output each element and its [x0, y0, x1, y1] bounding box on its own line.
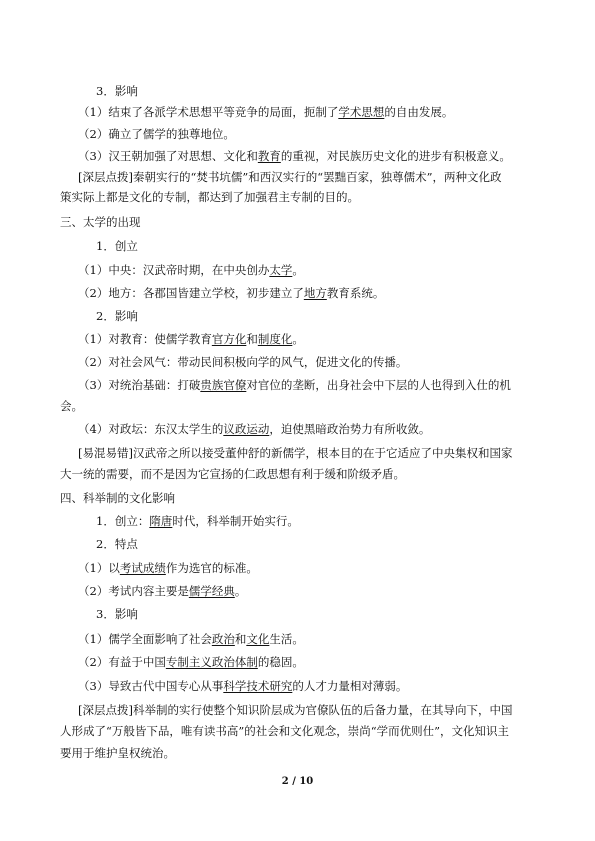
- text-segment: （2）考试内容主要是: [78, 584, 189, 598]
- text-segment: （1）结束了各派学术思想平等竞争的局面，扼制了: [78, 105, 339, 119]
- text-line: [60, 399, 540, 413]
- text-line: [96, 514, 576, 528]
- text-segment: 生活。: [269, 632, 304, 646]
- underlined-keyword: 考试成绩: [119, 561, 166, 575]
- text-segment: 。: [292, 263, 304, 277]
- text-segment: 会。: [60, 399, 83, 413]
- text-line: [60, 724, 540, 738]
- text-line: [78, 332, 558, 346]
- text-line: [96, 537, 576, 551]
- underlined-keyword: 议政运动: [223, 422, 270, 436]
- text-segment: 要用于维护皇权统治。: [60, 746, 175, 760]
- text-segment: （3）汉王朝加强了对思想、文化和: [78, 149, 258, 163]
- underlined-keyword: 官方化: [211, 332, 247, 346]
- text-line: [60, 215, 540, 229]
- text-line: [96, 84, 576, 98]
- text-line: [78, 170, 558, 184]
- underlined-keyword: 太学: [269, 263, 293, 277]
- text-line: [78, 286, 558, 300]
- text-segment: 的人才力量相对薄弱。: [292, 679, 408, 693]
- text-segment: （3）对统治基础：打破: [78, 378, 201, 392]
- text-line: [60, 746, 540, 760]
- text-line: [60, 491, 540, 505]
- text-segment: [深层点拨]科举制的实行使整个知识阶层成为官僚队伍的后备力量，在其导向下，中国: [78, 703, 513, 717]
- text-segment: [易混易错]汉武帝之所以接受董仲舒的新儒学，根本目的在于它适应了中央集权和国家: [78, 446, 513, 460]
- text-line: [78, 703, 558, 717]
- text-segment: （1）中央：汉武帝时期，在中央创办: [78, 263, 270, 277]
- text-segment: 大一统的需要，而不是因为它宣扬的仁政思想有利于缓和阶级矛盾。: [60, 467, 405, 481]
- text-segment: 的自由发展。: [384, 105, 454, 119]
- text-segment: （2）有益于中国: [78, 655, 166, 669]
- underlined-keyword: 文化: [246, 632, 270, 646]
- text-segment: 3．影响: [96, 84, 138, 98]
- text-segment: 教育系统。: [326, 286, 385, 300]
- underlined-keyword: 地方: [303, 286, 327, 300]
- underlined-keyword: 专制主义政治体制: [165, 655, 258, 669]
- text-line: [78, 632, 558, 646]
- text-segment: 三、太学的出现: [60, 215, 141, 229]
- text-segment: ，迫使黑暗政治势力有所收敛。: [269, 422, 431, 436]
- text-segment: （1）以: [78, 561, 120, 575]
- text-segment: 和: [246, 332, 258, 346]
- text-line: [96, 239, 576, 253]
- text-line: [78, 105, 558, 119]
- text-line: [78, 446, 558, 460]
- text-line: [78, 561, 558, 575]
- text-line: [60, 467, 540, 481]
- text-line: [78, 584, 558, 598]
- text-line: [78, 378, 558, 392]
- text-line: [78, 355, 558, 369]
- text-line: [78, 263, 558, 277]
- underlined-keyword: 儒学经典: [188, 584, 235, 598]
- text-segment: （1）对教育：使儒学教育: [78, 332, 212, 346]
- text-segment: 。: [234, 584, 247, 598]
- text-segment: （2）确立了儒学的独尊地位。: [78, 127, 235, 141]
- text-segment: 时代，科举制开始实行。: [172, 514, 299, 528]
- underlined-keyword: 隋唐: [149, 514, 173, 528]
- text-segment: 人形成了“万般皆下品，唯有读书高”的社会和文化观念，崇尚“学而优则仕”，文化知识主: [60, 724, 510, 738]
- underlined-keyword: 科学技术研究: [223, 679, 293, 693]
- text-segment: （4）对政坛：东汉太学生的: [78, 422, 224, 436]
- underlined-keyword: 政治: [211, 632, 235, 646]
- text-segment: [深层点拨]秦朝实行的“焚书坑儒”和西汉实行的“罢黜百家，独尊儒术”，两种文化政: [78, 170, 502, 184]
- text-line: [96, 309, 576, 323]
- text-segment: 的稳固。: [257, 655, 304, 669]
- text-segment: 的重视，对民族历史文化的进步有积极意义。: [280, 149, 511, 163]
- text-line: [78, 679, 558, 693]
- underlined-keyword: 教育: [257, 149, 281, 163]
- text-segment: 对官位的垄断，出身社会中下层的人也得到入仕的机: [246, 378, 511, 392]
- text-segment: 和: [234, 632, 247, 646]
- underlined-keyword: 贵族官僚: [200, 378, 247, 392]
- text-segment: （2）地方：各郡国皆建立学校，初步建立了: [78, 286, 304, 300]
- underlined-keyword: 制度化: [257, 332, 293, 346]
- text-line: [78, 149, 558, 163]
- text-segment: 。: [292, 332, 304, 346]
- text-segment: 1．创立：: [96, 514, 150, 528]
- text-segment: 四、科举制的文化影响: [60, 491, 175, 505]
- text-line: [78, 422, 558, 436]
- page-number: 2 / 10: [281, 776, 314, 787]
- text-segment: 策实际上都是文化的专制，都达到了加强君主专制的目的。: [60, 190, 359, 204]
- text-segment: 2．影响: [96, 309, 138, 323]
- text-segment: （3）导致古代中国专心从事: [78, 679, 224, 693]
- underlined-keyword: 学术思想: [338, 105, 385, 119]
- text-segment: 2．特点: [96, 537, 138, 551]
- text-line: [78, 127, 558, 141]
- text-segment: 1．创立: [96, 239, 138, 253]
- text-line: [60, 190, 540, 204]
- text-segment: （2）对社会风气：带动民间积极向学的风气，促进文化的传播。: [78, 355, 408, 369]
- text-segment: 3．影响: [96, 607, 138, 621]
- text-line: [96, 607, 576, 621]
- text-segment: （1）儒学全面影响了社会: [78, 632, 212, 646]
- text-line: [78, 655, 558, 669]
- text-segment: 作为选官的标准。: [165, 561, 258, 575]
